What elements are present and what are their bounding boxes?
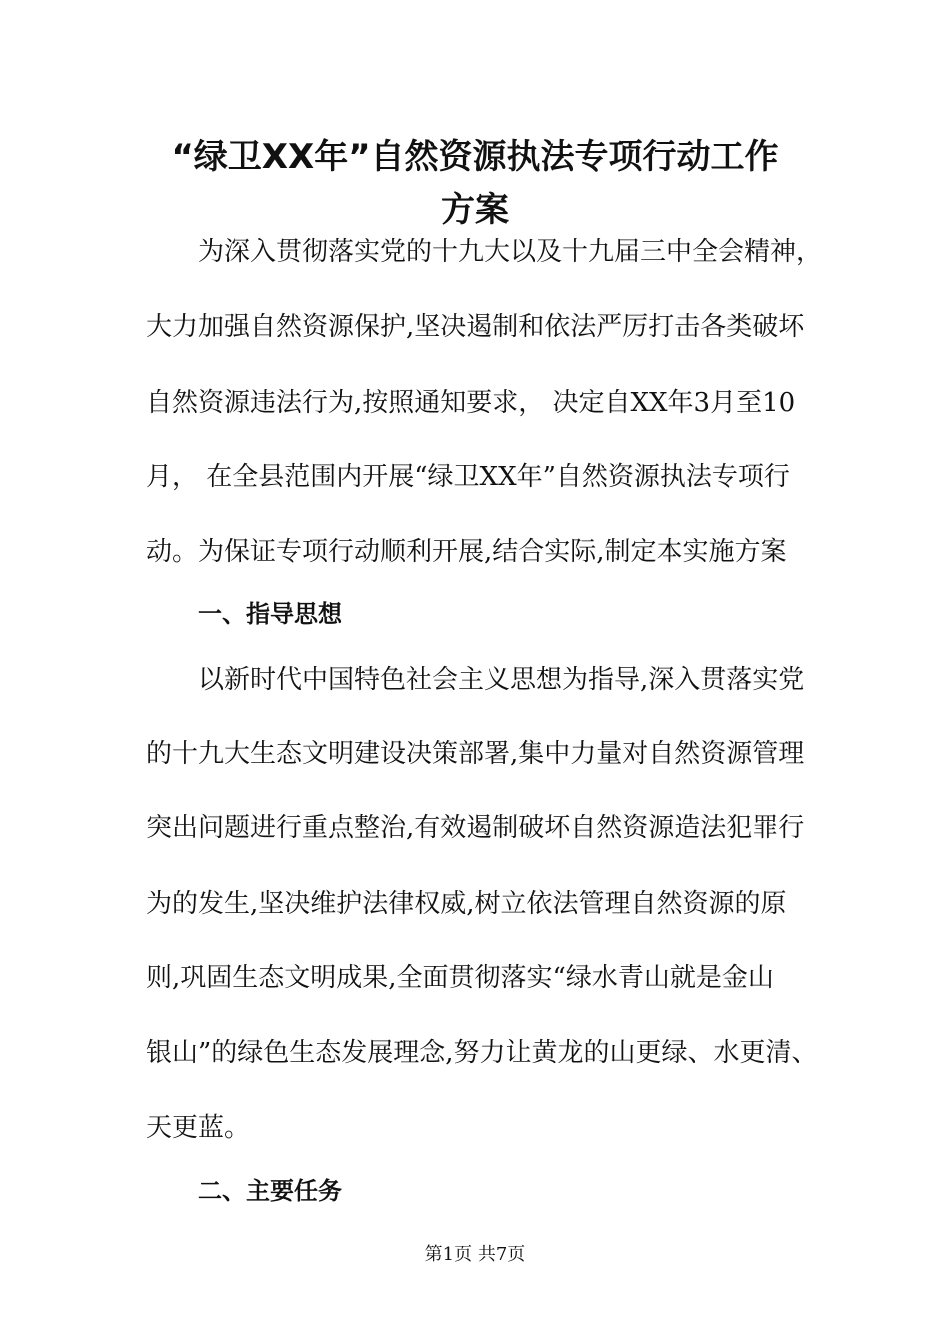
section-heading-guiding-thought: 一、指导思想	[198, 600, 342, 628]
intro-line-5: 动。为保证专项行动顺利开展,结合实际,制定本实施方案	[146, 537, 787, 567]
document-title-line-1: “绿卫XX年”自然资源执法专项行动工作	[171, 137, 779, 177]
section1-line-4: 为的发生,坚决维护法律权威,树立依法管理自然资源的原	[146, 889, 787, 919]
page-number-footer: 第1页 共7页	[424, 1244, 526, 1265]
intro-line-3: 自然资源违法行为,按照通知要求， 决定自XX年3月至10	[146, 388, 796, 418]
section1-line-5: 则,巩固生态文明成果,全面贯彻落实“绿水青山就是金山	[146, 963, 774, 993]
section-heading-main-tasks: 二、主要任务	[198, 1177, 342, 1205]
intro-line-1: 为深入贯彻落实党的十九大以及十九届三中全会精神，	[198, 237, 823, 267]
section1-line-6: 银山”的绿色生态发展理念,努力让黄龙的山更绿、水更清、	[146, 1038, 818, 1068]
document-title-line-2: 方案	[441, 190, 509, 230]
intro-line-2: 大力加强自然资源保护,坚决遏制和依法严厉打击各类破坏	[146, 312, 805, 342]
section1-line-1: 以新时代中国特色社会主义思想为指导,深入贯落实党	[198, 665, 805, 695]
section1-line-2: 的十九大生态文明建设决策部署,集中力量对自然资源管理	[146, 739, 805, 769]
section1-line-7: 天更蓝。	[146, 1113, 251, 1143]
intro-line-4: 月， 在全县范围内开展“绿卫XX年”自然资源执法专项行	[146, 462, 790, 492]
section1-line-3: 突出问题进行重点整治,有效遏制破坏自然资源造法犯罪行	[146, 813, 805, 843]
